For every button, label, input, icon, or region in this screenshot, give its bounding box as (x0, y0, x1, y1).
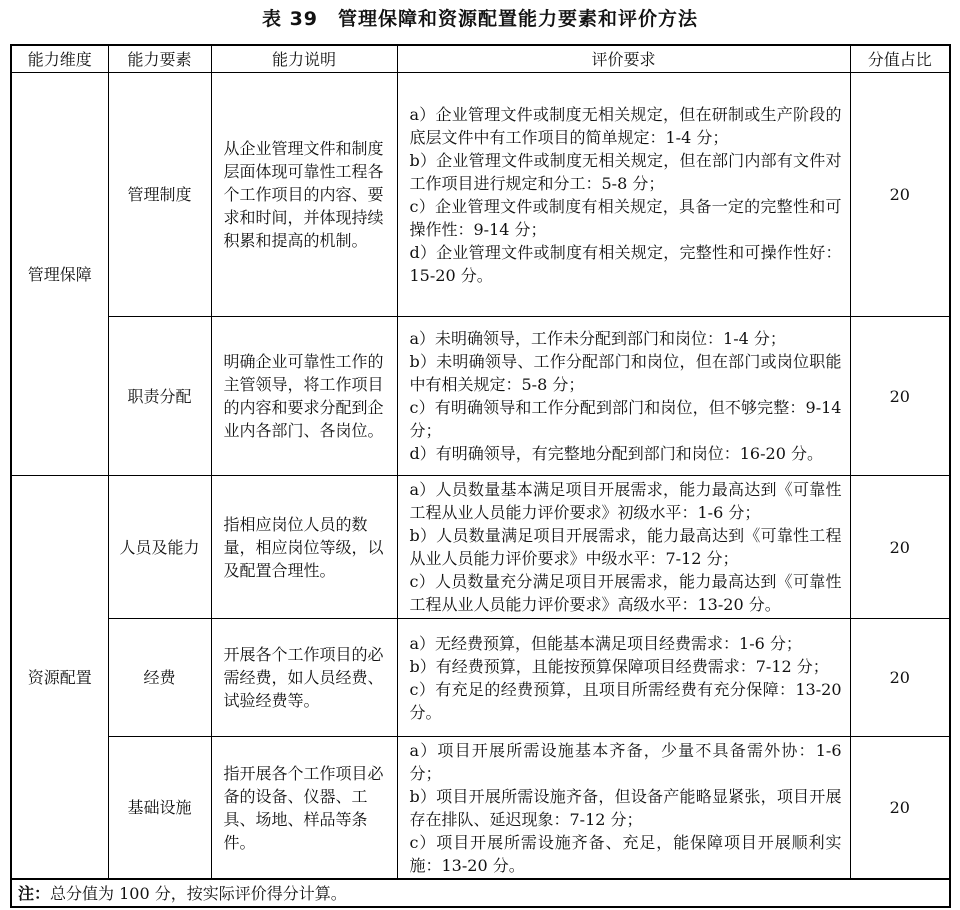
header-description: 能力说明 (211, 45, 397, 73)
score-cell: 20 (850, 619, 950, 737)
requirements-cell (397, 737, 850, 880)
table-row (11, 317, 950, 476)
element-cell: 管理制度 (108, 73, 211, 317)
table-note (11, 879, 950, 907)
dimension-cell: 资源配置 (11, 476, 108, 880)
score-cell: 20 (850, 317, 950, 476)
score-cell: 20 (850, 73, 950, 317)
requirement-item: a）项目开展所需设施基本齐备，少量不具备需外协：1-6 分； (409, 740, 842, 783)
description-cell: 开展各个工作项目的必需经费，如人员经费、试验经费等。 (211, 619, 397, 737)
evaluation-table (10, 44, 951, 908)
table-row (11, 73, 950, 317)
header-score: 分值占比 (850, 45, 950, 73)
requirement-item: c）企业管理文件或制度有相关规定，具备一定的完整性和可操作性：9-14 分； (409, 196, 842, 239)
header-row (11, 45, 950, 73)
requirement-item: c）项目开展所需设施齐备、充足，能保障项目开展顺利实施：13-20 分。 (409, 832, 842, 875)
description-cell: 从企业管理文件和制度层面体现可靠性工程各个工作项目的内容、要求和时间，并体现持续积累和提高的机制。 (211, 73, 397, 317)
score-cell: 20 (850, 737, 950, 880)
element-cell: 基础设施 (108, 737, 211, 880)
requirements-cell (397, 317, 850, 476)
element-cell: 经费 (108, 619, 211, 737)
requirement-item: a）未明确领导，工作未分配到部门和岗位：1-4 分； (409, 329, 786, 348)
requirement-item: b）项目开展所需设施齐备，但设备产能略显紧张，项目开展存在排队、延迟现象：7-12 分； (409, 786, 842, 829)
dimension-cell: 管理保障 (11, 73, 108, 476)
requirement-item: a）人员数量基本满足项目开展需求，能力最高达到《可靠性工程从业人员能力评价要求》初级水平：1-6 分； (409, 480, 842, 522)
requirement-item: b）有经费预算，且能按预算保障项目经费需求：7-12 分； (409, 656, 829, 676)
table-caption: 表 39 管理保障和资源配置能力要素和评价方法 (261, 8, 699, 30)
requirement-item: a）无经费预算，但能基本满足项目经费需求：1-6 分； (409, 633, 802, 653)
table-row (11, 737, 950, 880)
note-label: 注： (18, 883, 51, 903)
table-row (11, 619, 950, 737)
table-row (11, 476, 950, 619)
requirement-item: c）有充足的经费预算，且项目所需经费有充分保障：13-20 分。 (409, 679, 842, 722)
requirements-cell (397, 476, 850, 619)
requirement-item: b）企业管理文件或制度无相关规定，但在部门内部有文件对工作项目进行规定和分工：5-8 分； (409, 150, 842, 193)
requirement-item: c）人员数量充分满足项目开展需求，能力最高达到《可靠性工程从业人员能力评价要求》高级水平：13-20 分。 (409, 572, 842, 614)
header-dimension: 能力维度 (11, 45, 108, 73)
element-cell: 职责分配 (108, 317, 211, 476)
requirements-cell (397, 73, 850, 317)
header-element: 能力要素 (108, 45, 211, 73)
note-row (11, 879, 950, 907)
requirement-item: d）有明确领导，有完整地分配到部门和岗位：16-20 分。 (409, 444, 823, 463)
header-requirements: 评价要求 (397, 45, 850, 73)
requirement-item: b）人员数量满足项目开展需求，能力最高达到《可靠性工程从业人员能力评价要求》中级水平：7-12 分； (409, 526, 842, 568)
requirement-item: b）未明确领导、工作分配部门和岗位，但在部门或岗位职能中有相关规定：5-8 分； (409, 352, 842, 394)
score-cell: 20 (850, 476, 950, 619)
requirement-item: d）企业管理文件或制度有相关规定，完整性和可操作性好：15-20 分。 (409, 242, 842, 285)
description-cell: 指相应岗位人员的数量，相应岗位等级，以及配置合理性。 (211, 476, 397, 619)
requirements-cell (397, 619, 850, 737)
requirement-item: a）企业管理文件或制度无相关规定，但在研制或生产阶段的底层文件中有工作项目的简单规定：1-4 分； (409, 104, 842, 147)
element-cell: 人员及能力 (108, 476, 211, 619)
description-cell: 明确企业可靠性工作的主管领导，将工作项目的内容和要求分配到企业内各部门、各岗位。 (211, 317, 397, 476)
note-text: 总分值为 100 分，按实际评价得分计算。 (50, 883, 347, 903)
description-cell: 指开展各个工作项目必备的设备、仪器、工具、场地、样品等条件。 (211, 737, 397, 880)
requirement-item: c）有明确领导和工作分配到部门和岗位，但不够完整：9-14 分； (409, 398, 842, 440)
